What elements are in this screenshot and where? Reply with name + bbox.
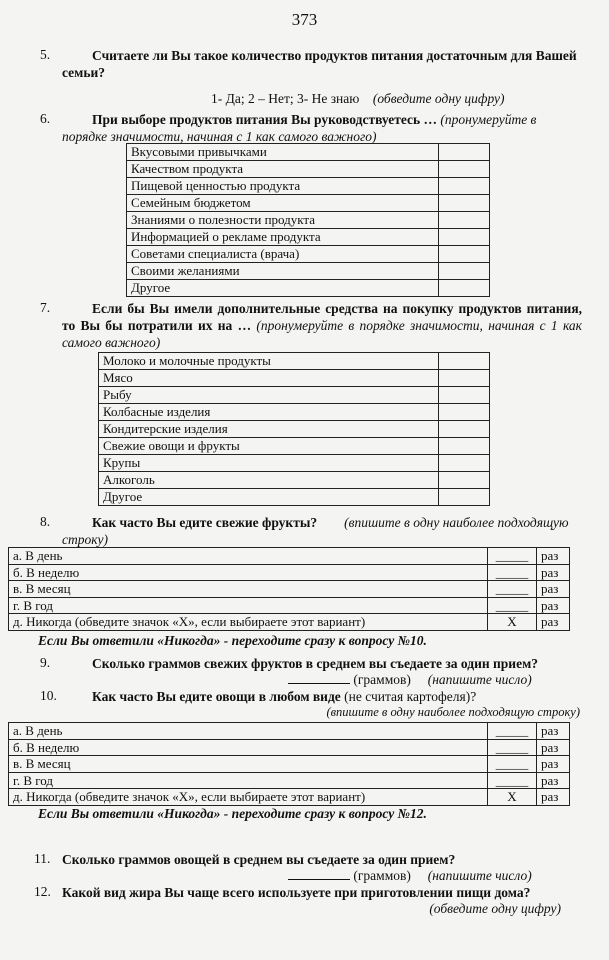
q6-text-block bbox=[62, 111, 582, 145]
q7-number: 7. bbox=[40, 300, 51, 315]
q7-text-block bbox=[62, 300, 582, 351]
ranking-number-cell[interactable] bbox=[439, 455, 490, 472]
frequency-value-cell[interactable]: _____ bbox=[488, 739, 537, 756]
frequency-unit: раз bbox=[537, 789, 570, 806]
page-number: 373 bbox=[291, 10, 318, 29]
q9-grams-input[interactable] bbox=[288, 671, 350, 684]
q8-skip-note: Если Вы ответили «Никогда» - переходите сразу к вопросу №10. bbox=[38, 633, 427, 648]
ranking-option-label: Крупы bbox=[99, 455, 439, 472]
q5-instruction: (обведите одну цифру) bbox=[372, 91, 505, 106]
frequency-row bbox=[9, 614, 570, 631]
ranking-number-cell[interactable] bbox=[439, 161, 490, 178]
q6-instruction: (пронумеруйте в порядке значимости, начиная с 1 как самого важного) bbox=[62, 112, 537, 144]
ranking-row bbox=[99, 455, 490, 472]
frequency-value-cell[interactable]: Х bbox=[488, 614, 537, 631]
q9-instruction: (напишите число) bbox=[427, 672, 532, 687]
ranking-number-cell[interactable] bbox=[439, 404, 490, 421]
frequency-row bbox=[9, 548, 570, 565]
ranking-row bbox=[127, 161, 490, 178]
q8-instruction: (впишите в одну наиболее подходящую строку) bbox=[62, 515, 569, 547]
ranking-row bbox=[99, 438, 490, 455]
frequency-value-cell[interactable]: _____ bbox=[488, 772, 537, 789]
q9-text: Сколько граммов свежих фруктов в среднем вы съедаете за один прием? bbox=[92, 656, 539, 671]
q5-number: 5. bbox=[40, 47, 51, 62]
ranking-option-label: Вкусовыми привычками bbox=[127, 144, 439, 161]
q6-text: При выборе продуктов питания Вы руководствуетесь … bbox=[92, 112, 438, 127]
q10-text-extra: (не считая картофеля)? bbox=[344, 689, 477, 704]
ranking-number-cell[interactable] bbox=[439, 263, 490, 280]
q10-frequency-table bbox=[8, 722, 570, 806]
ranking-number-cell[interactable] bbox=[439, 229, 490, 246]
ranking-number-cell[interactable] bbox=[439, 178, 490, 195]
frequency-row bbox=[9, 756, 570, 773]
ranking-option-label: Алкоголь bbox=[99, 472, 439, 489]
frequency-unit: раз bbox=[537, 581, 570, 598]
frequency-unit: раз bbox=[537, 739, 570, 756]
ranking-row bbox=[127, 195, 490, 212]
ranking-option-label: Молоко и молочные продукты bbox=[99, 353, 439, 370]
q10-number: 10. bbox=[40, 688, 57, 703]
ranking-option-label: Кондитерские изделия bbox=[99, 421, 439, 438]
ranking-row bbox=[127, 280, 490, 297]
q12-number: 12. bbox=[34, 884, 51, 899]
frequency-unit: раз bbox=[537, 548, 570, 565]
ranking-row bbox=[99, 387, 490, 404]
ranking-option-label: Другое bbox=[99, 489, 439, 506]
ranking-number-cell[interactable] bbox=[439, 438, 490, 455]
frequency-label: г. В год bbox=[9, 772, 488, 789]
q8-text: Как часто Вы едите свежие фрукты? bbox=[92, 515, 318, 530]
frequency-label: а. В день bbox=[9, 723, 488, 740]
ranking-option-label: Советами специалиста (врача) bbox=[127, 246, 439, 263]
ranking-number-cell[interactable] bbox=[439, 144, 490, 161]
q5-options: 1- Да; 2 – Нет; 3- Не знаю bbox=[211, 91, 360, 106]
ranking-number-cell[interactable] bbox=[439, 280, 490, 297]
ranking-row bbox=[99, 353, 490, 370]
q12-text: Какой вид жира Вы чаще всего используете при приготовлении пищи дома? bbox=[62, 885, 531, 900]
q7-text: Если бы Вы имели дополнительные средства на покупку продуктов питания, то Вы бы потратили их на … bbox=[62, 301, 582, 333]
q5-options-line bbox=[211, 90, 505, 107]
ranking-number-cell[interactable] bbox=[439, 353, 490, 370]
ranking-option-label: Семейным бюджетом bbox=[127, 195, 439, 212]
q5-text: Считаете ли Вы такое количество продуктов питания достаточным для Вашей семьи? bbox=[62, 48, 577, 80]
ranking-option-label: Своими желаниями bbox=[127, 263, 439, 280]
ranking-row bbox=[99, 489, 490, 506]
frequency-value-cell[interactable]: _____ bbox=[488, 597, 537, 614]
ranking-option-label: Колбасные изделия bbox=[99, 404, 439, 421]
q10-text-block bbox=[92, 688, 582, 705]
frequency-label: а. В день bbox=[9, 548, 488, 565]
ranking-option-label: Свежие овощи и фрукты bbox=[99, 438, 439, 455]
q11-number: 11. bbox=[34, 851, 51, 866]
frequency-row bbox=[9, 597, 570, 614]
frequency-label: в. В месяц bbox=[9, 756, 488, 773]
ranking-option-label: Пищевой ценностью продукта bbox=[127, 178, 439, 195]
frequency-unit: раз bbox=[537, 756, 570, 773]
q11-grams-input[interactable] bbox=[288, 867, 350, 880]
ranking-option-label: Рыбу bbox=[99, 387, 439, 404]
frequency-row bbox=[9, 739, 570, 756]
frequency-row bbox=[9, 581, 570, 598]
q11-unit: (граммов) bbox=[353, 868, 411, 883]
q11-instruction: (напишите число) bbox=[427, 868, 532, 883]
ranking-row bbox=[99, 404, 490, 421]
frequency-row bbox=[9, 772, 570, 789]
frequency-value-cell[interactable]: _____ bbox=[488, 581, 537, 598]
ranking-row bbox=[127, 246, 490, 263]
ranking-number-cell[interactable] bbox=[439, 387, 490, 404]
frequency-value-cell[interactable]: _____ bbox=[488, 723, 537, 740]
ranking-number-cell[interactable] bbox=[439, 421, 490, 438]
q10-skip-note: Если Вы ответили «Никогда» - переходите сразу к вопросу №12. bbox=[38, 806, 427, 821]
q10-text: Как часто Вы едите овощи в любом виде bbox=[92, 689, 341, 704]
frequency-unit: раз bbox=[537, 564, 570, 581]
frequency-row bbox=[9, 723, 570, 740]
ranking-row bbox=[99, 370, 490, 387]
frequency-value-cell[interactable]: _____ bbox=[488, 548, 537, 565]
frequency-value-cell[interactable]: Х bbox=[488, 789, 537, 806]
ranking-row bbox=[127, 263, 490, 280]
frequency-label: г. В год bbox=[9, 597, 488, 614]
ranking-number-cell[interactable] bbox=[439, 195, 490, 212]
frequency-unit: раз bbox=[537, 597, 570, 614]
frequency-label: д. Никогда (обведите значок «Х», если выбираете этот вариант) bbox=[9, 789, 488, 806]
q8-text-block bbox=[62, 514, 582, 548]
ranking-option-label: Информацией о рекламе продукта bbox=[127, 229, 439, 246]
ranking-row bbox=[99, 472, 490, 489]
ranking-option-label: Знаниями о полезности продукта bbox=[127, 212, 439, 229]
ranking-row bbox=[127, 178, 490, 195]
q8-number: 8. bbox=[40, 514, 51, 529]
q11-answer-line bbox=[288, 867, 532, 884]
frequency-row bbox=[9, 789, 570, 806]
ranking-option-label: Мясо bbox=[99, 370, 439, 387]
q7-ranking-table bbox=[98, 352, 490, 506]
frequency-unit: раз bbox=[537, 772, 570, 789]
ranking-row bbox=[127, 212, 490, 229]
frequency-label: б. В неделю bbox=[9, 739, 488, 756]
frequency-label: б. В неделю bbox=[9, 564, 488, 581]
frequency-value-cell[interactable]: _____ bbox=[488, 564, 537, 581]
ranking-option-label: Другое bbox=[127, 280, 439, 297]
q9-answer-line bbox=[288, 671, 532, 688]
frequency-label: в. В месяц bbox=[9, 581, 488, 598]
ranking-number-cell[interactable] bbox=[439, 370, 490, 387]
q12-instruction: (обведите одну цифру) bbox=[429, 901, 561, 916]
q9-unit: (граммов) bbox=[353, 672, 411, 687]
frequency-label: д. Никогда (обведите значок «Х», если выбираете этот вариант) bbox=[9, 614, 488, 631]
ranking-option-label: Качеством продукта bbox=[127, 161, 439, 178]
q9-number: 9. bbox=[40, 655, 51, 670]
q11-text: Сколько граммов овощей в среднем вы съедаете за один прием? bbox=[62, 852, 456, 867]
q8-frequency-table bbox=[8, 547, 570, 631]
frequency-value-cell[interactable]: _____ bbox=[488, 756, 537, 773]
ranking-number-cell[interactable] bbox=[439, 246, 490, 263]
frequency-row bbox=[9, 564, 570, 581]
ranking-number-cell[interactable] bbox=[439, 489, 490, 506]
ranking-row bbox=[99, 421, 490, 438]
ranking-number-cell[interactable] bbox=[439, 472, 490, 489]
ranking-row bbox=[127, 144, 490, 161]
frequency-unit: раз bbox=[537, 614, 570, 631]
frequency-unit: раз bbox=[537, 723, 570, 740]
ranking-number-cell[interactable] bbox=[439, 212, 490, 229]
q6-number: 6. bbox=[40, 111, 51, 126]
q6-ranking-table bbox=[126, 143, 490, 297]
q7-instruction: (пронумеруйте в порядке значимости, начиная с 1 как самого важного) bbox=[62, 318, 582, 350]
q10-instruction: (впишите в одну наиболее подходящую строку) bbox=[326, 705, 580, 719]
ranking-row bbox=[127, 229, 490, 246]
